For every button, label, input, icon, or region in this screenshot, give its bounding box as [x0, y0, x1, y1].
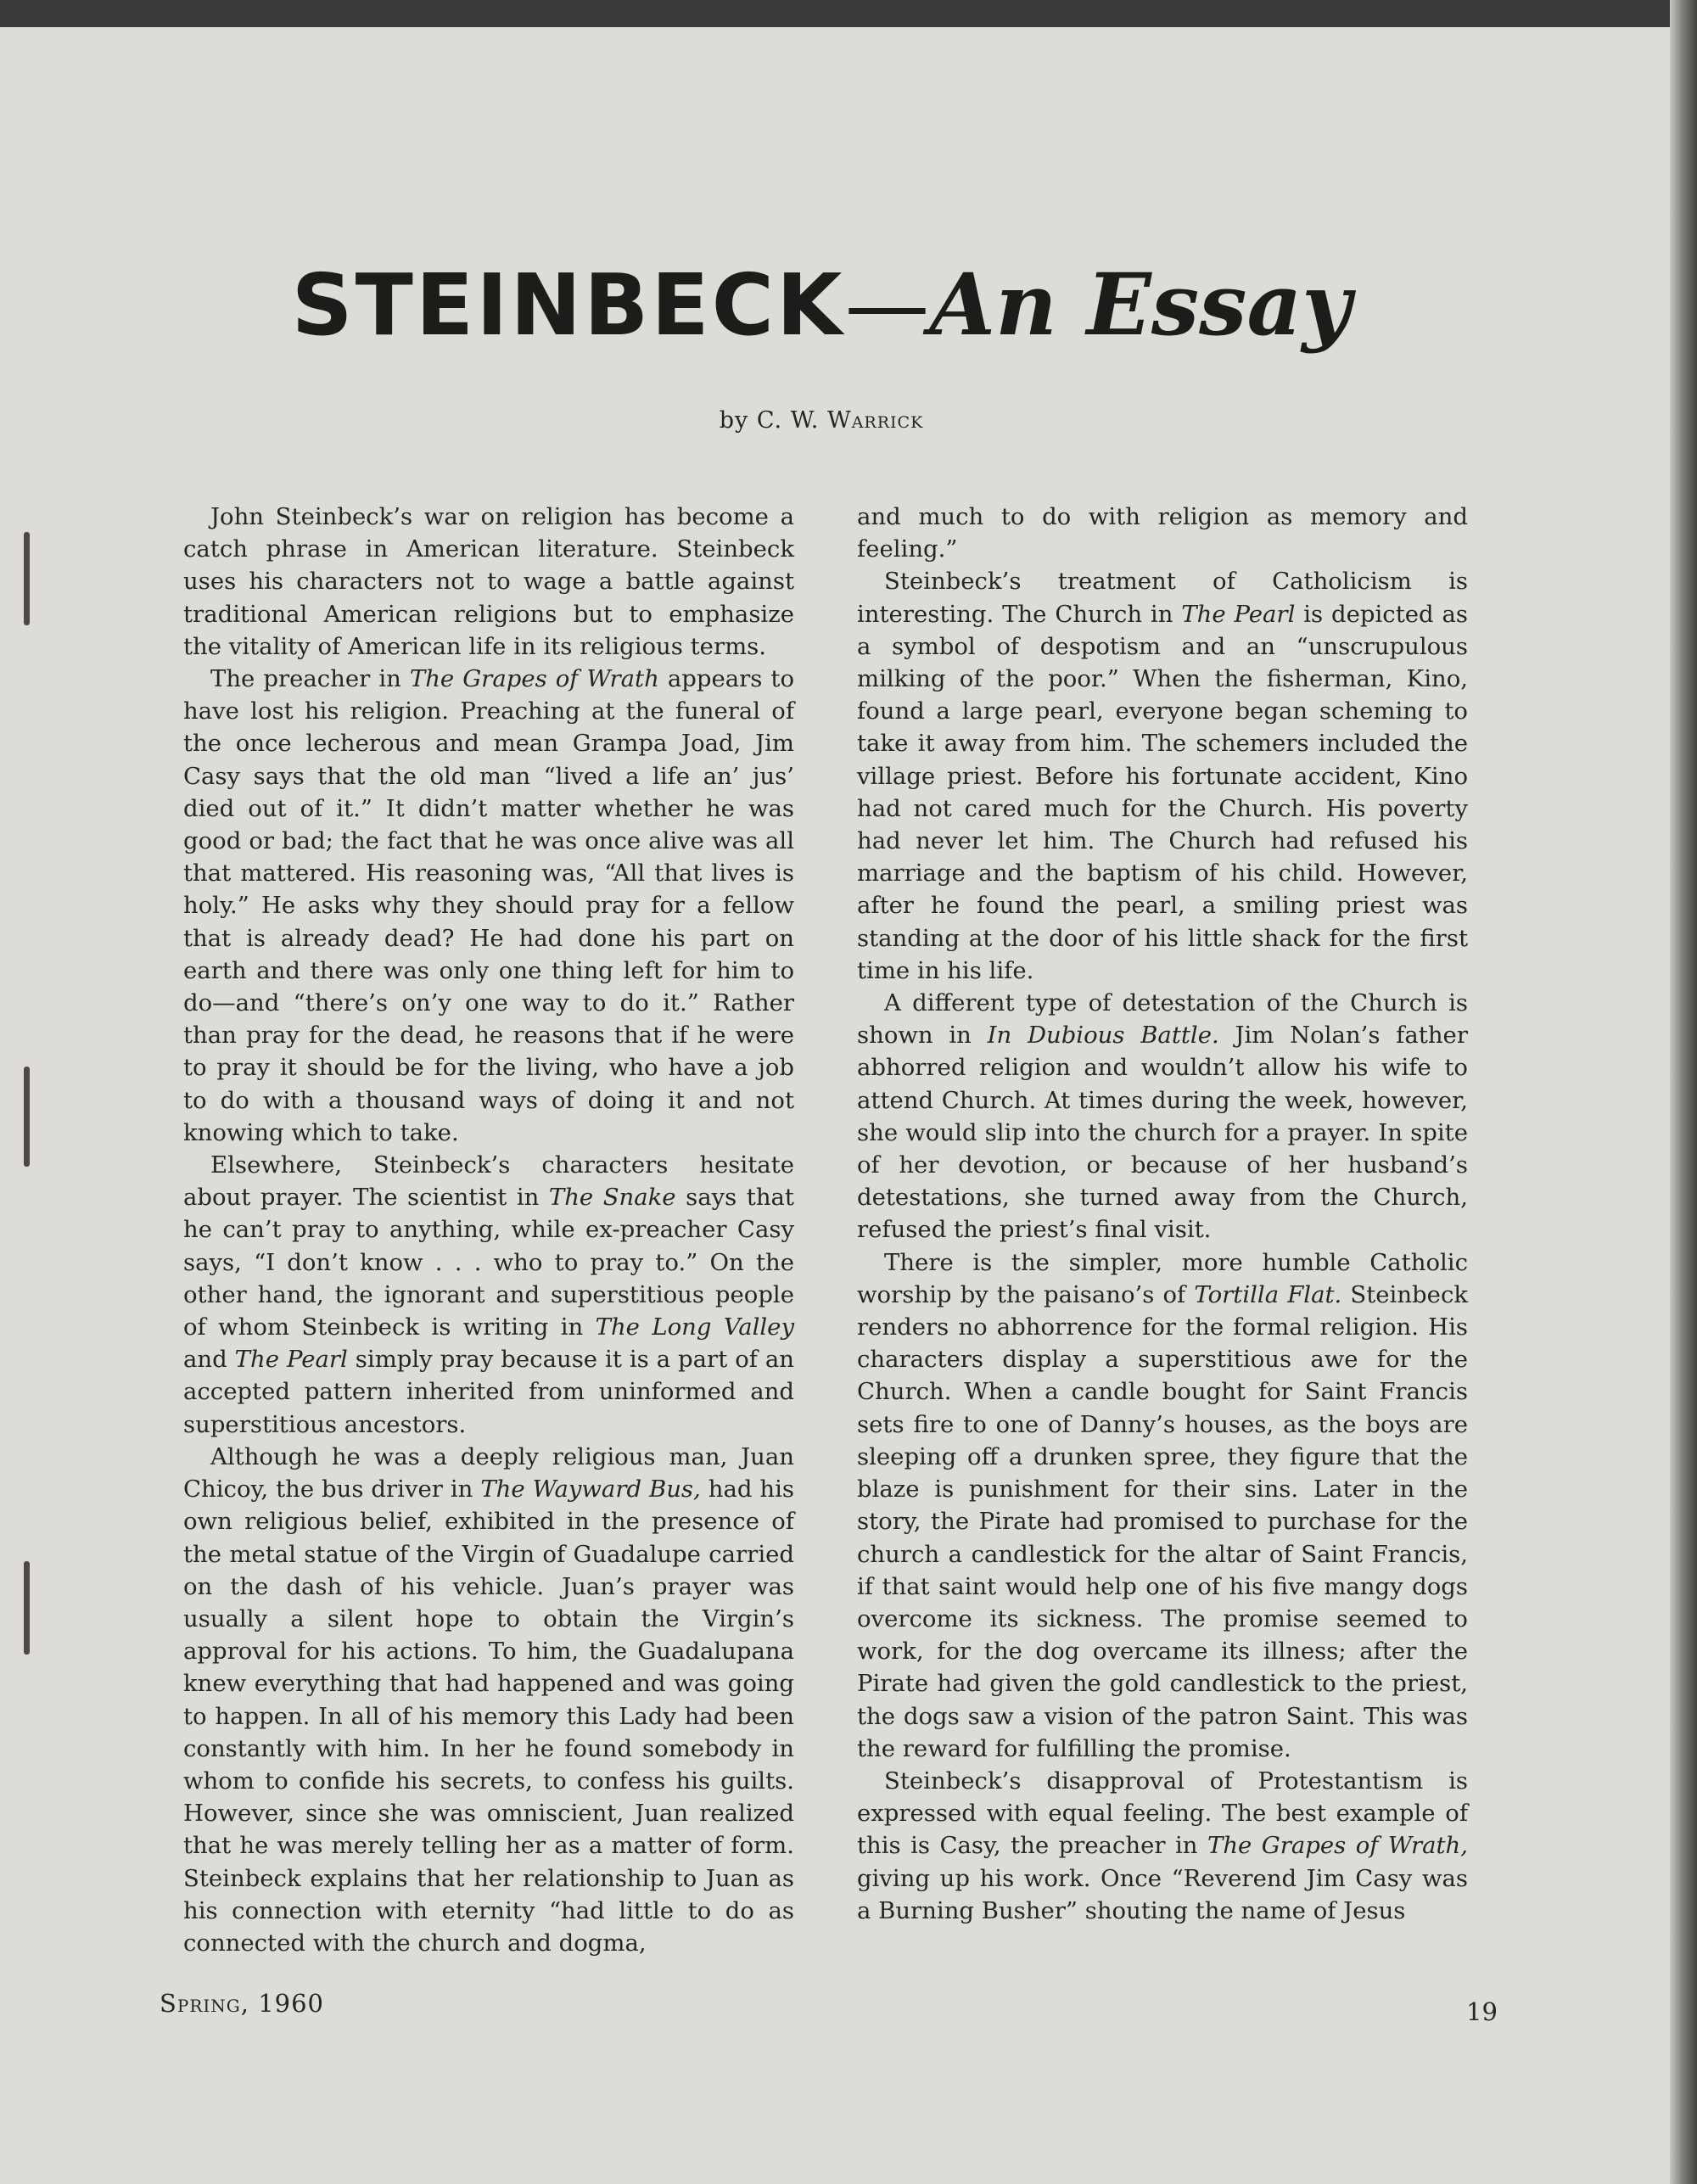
staple-mark	[24, 1067, 30, 1167]
paragraph: The preacher in The Grapes of Wrath appears to have lost his religion. Preaching at the funeral of the once lecherous and mean Grampa Joad, Jim Casy says that the old man “lived a life an’ jus’ died out of it.” It didn’t matter whether he was good or bad; the fact that he was once alive was all that mattered. His reasoning was, “All that lives is holy.” He asks why they should pray for a fellow that is already dead? He had done his part on earth and there was only one thing left for him to do—and “there’s on’y one way to do it.” Rather than pray for the dead, he reasons that if he were to pray it should be for the living, who have a job to do with a thousand ways of doing it and not knowing which to take.	[183, 665, 795, 1146]
paragraph: A different type of detestation of the Church is shown in In Dubious Battle. Jim Nolan’s father abhorred religion and wouldn’t allow his wife to attend Church. At times during the week, however, she would slip into the church for a prayer. In spite of her devotion, or because of her husband’s detestations, she turned away from the Church, refused the priest’s final visit.	[857, 989, 1468, 1244]
staple-mark	[24, 532, 30, 625]
paragraph: John Steinbeck’s war on religion has become a catch phrase in American literature. Steinbeck uses his characters not to wage a battle against traditional American religions but to emphasize the vitality of American life in its religious terms.	[183, 503, 794, 660]
paragraph: Elsewhere, Steinbeck’s characters hesitate about prayer. The scientist in The Snake says that he can’t pray to anything, while ex-preacher Casy says, “I don’t know . . . who to pray to.” On the other hand, the ignorant and superstitious people of whom Steinbeck is writing in The Long Valley and The Pearl simply pray because it is a part of an accepted pattern inherited from uninformed and superstitious ancestors.	[183, 1151, 795, 1438]
book-title: Tortilla Flat.	[1194, 1280, 1342, 1308]
title-main: STEINBECK	[291, 255, 845, 355]
book-title: The Grapes of Wrath,	[1207, 1832, 1468, 1860]
book-title: In Dubious Battle.	[987, 1022, 1219, 1050]
title-script: An Essay	[929, 255, 1352, 355]
paragraph-continued: and much to do with religion as memory and feeling.”	[857, 503, 1468, 563]
page-number: 19	[1466, 1997, 1498, 2026]
byline	[0, 407, 1643, 434]
page-edge	[1670, 0, 1697, 2184]
byline-prefix: by C. W.	[719, 407, 820, 434]
paragraph: Although he was a deeply religious man, Juan Chicoy, the bus driver in The Wayward Bus, had his own religious belief, exhibited in the presence of the metal statue of the Virgin of Guadalupe carried on the dash of his vehicle. Juan’s prayer was usually a silent hope to obtain the Virgin’s approval for his actions. To him, the Guadalupana knew everything that had happened and was going to happen. In all of his memory this Lady had been constantly with him. In her he found somebody in whom to confide his secrets, to confess his guilts. However, since she was omniscient, Juan realized that he was merely telling her as a matter of form. Steinbeck explains that her relationship to Juan as his connection with eternity “had little to do as connected with the church and dogma,	[183, 1442, 795, 1957]
issue-date: Spring, 1960	[160, 1989, 324, 2018]
paragraph: Steinbeck’s disapproval of Protestantism is expressed with equal feeling. The best example of this is Casy, the preacher in The Grapes of Wrath, giving up his work. Once “Reverend Jim Casy was a Burning Busher” shouting the name of Jesus	[857, 1767, 1468, 1924]
book-title: The Long Valley	[595, 1313, 794, 1341]
article-title	[0, 255, 1643, 355]
right-column	[857, 501, 1468, 1927]
book-title: The Grapes of Wrath	[409, 665, 659, 693]
staple-mark	[24, 1561, 30, 1655]
book-title: The Pearl	[1181, 600, 1296, 628]
left-column	[183, 501, 794, 1959]
book-title: The Wayward Bus,	[480, 1476, 701, 1504]
byline-author: Warrick	[826, 407, 924, 434]
paragraph: There is the simpler, more humble Catholic worship by the paisano’s of Tortilla Flat. Steinbeck renders no abhorrence for the formal religion. His characters display a superstitious awe for the Church. When a candle bought for Saint Francis sets fire to one of Danny’s houses, as the boys are sleeping off a drunken spree, they figure that the blaze is punishment for their sins. Later in the story, the Pirate had promised to purchase for the church a candlestick for the altar of Saint Francis, if that saint would help one of his five mangy dogs overcome its sickness. The promise seemed to work, for the dog overcame its illness; after the Pirate had given the gold candlestick to the priest, the dogs saw a vision of the patron Saint. This was the reward for fulfilling the promise.	[857, 1248, 1469, 1762]
title-dash: —	[844, 255, 930, 355]
paragraph: Steinbeck’s treatment of Catholicism is interesting. The Church in The Pearl is depicted as a symbol of despotism and an “unscrupulous milking of the poor.” When the fisherman, Kino, found a large pearl, everyone began scheming to take it away from him. The schemers included the village priest. Before his fortunate accident, Kino had not cared much for the Church. His poverty had never let him. The Church had refused his marriage and the baptism of his child. However, after he found the pearl, a smiling priest was standing at the door of his little shack for the first time in his life.	[857, 568, 1468, 984]
book-title: The Snake	[548, 1184, 676, 1212]
book-title: The Pearl	[234, 1346, 348, 1374]
